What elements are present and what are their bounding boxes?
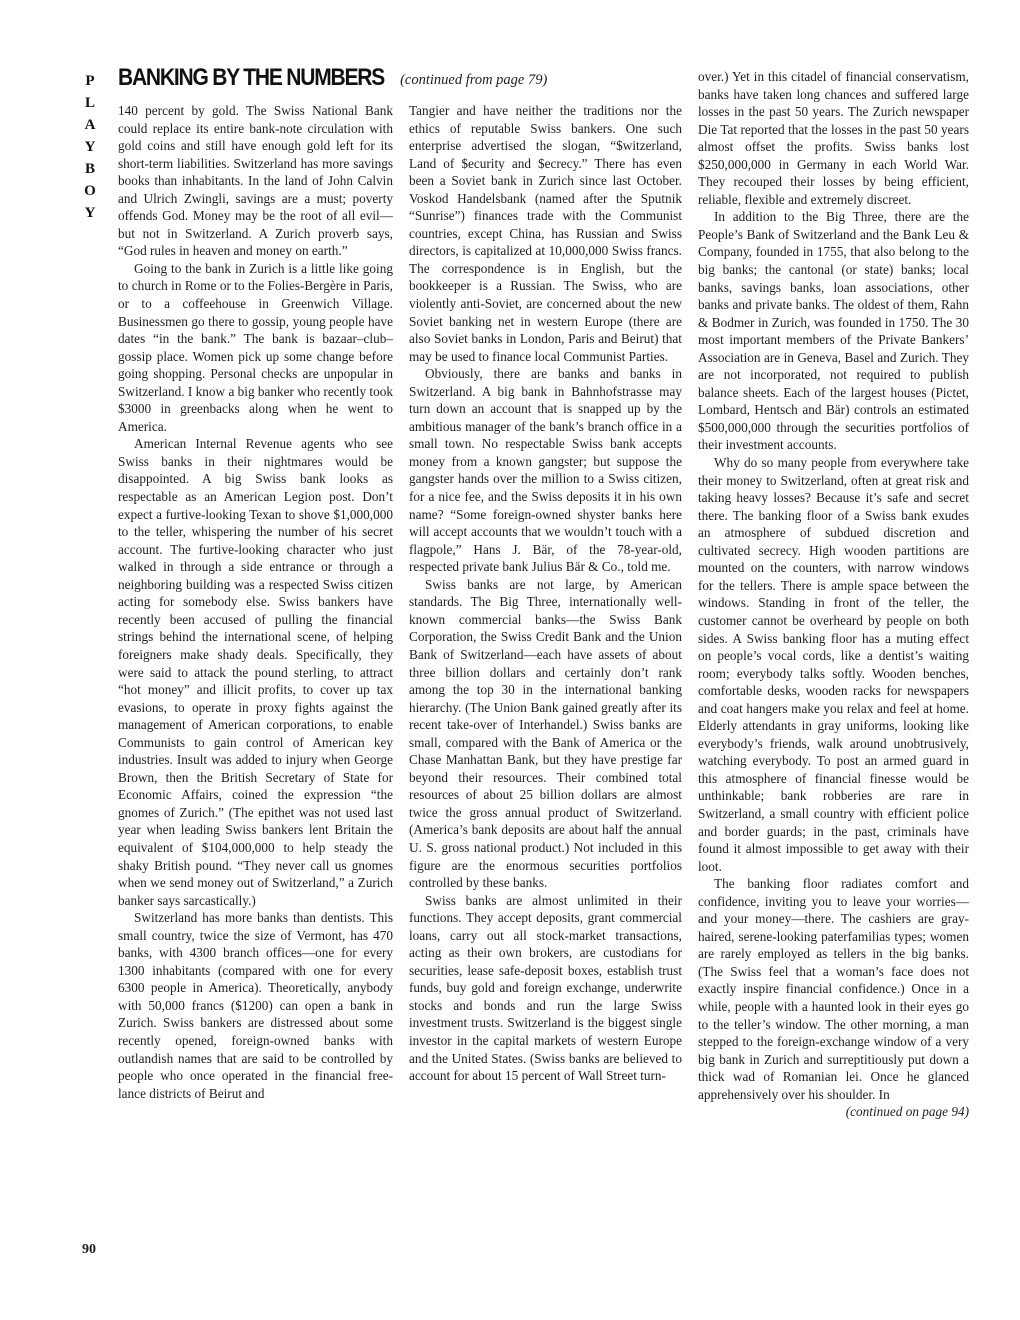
side-label-letter: P: [85, 73, 95, 89]
side-label-letter: B: [84, 161, 95, 177]
continued-from-note: (continued from page 79): [400, 72, 548, 88]
text-column-2: [409, 102, 682, 1085]
side-label-letter: Y: [84, 205, 96, 221]
paragraph: Switzerland has more banks than dentists. This small country, twice the size of Vermont, has 470 banks, with 4300 branch offices—one for every 1300 inhabitants (compared with one for every 6300 people in America). Theoretically, anybody with 50,000 francs ($1200) can open a bank in Zurich. Swiss bankers are distressed about some recently opened, foreign-owned banks with outlandish names that are said to be controlled by people who once operated in the financial free-lance districts of Beirut and: [118, 910, 393, 1101]
text-column-1: [118, 102, 393, 1102]
side-label-letter: L: [84, 95, 95, 111]
text-column-3: [698, 68, 969, 1121]
paragraph: over.) Yet in this citadel of financial conservatism, banks have taken long chances and suffered large losses in the past 50 years. The Zurich newspaper Die Tat reported that the losses in the past 50 years almost offset the profits. Swiss banks lost $250,000,000 in Germany in each World War. They recouped their losses by being efficient, reliable, flexible and extremely discreet.: [698, 69, 969, 207]
side-label-letter: O: [84, 183, 96, 199]
article-title: BANKING BY THE NUMBERS: [118, 64, 385, 91]
paragraph: Swiss banks are almost unlimited in their functions. They accept deposits, grant commercial loans, carry out all stock-market transactions, acting as their own brokers, are custodians for securities, lease safe-deposit boxes, establish trust funds, buy gold and foreign exchange, underwrite stocks and bonds and run the large Swiss investment trusts. Switzerland is the biggest single investor in the capital markets of western Europe and the United States. (Swiss banks are believed to account for about 15 percent of Wall Street turn-: [409, 892, 682, 1084]
paragraph: Going to the bank in Zurich is a little like going to church in Rome or to the Folies-Bergère in Paris, or to a coffeehouse in Greenwich Village. Businessmen go there to gossip, young people have dates “in the bank.” The bank is bazaar–club–gossip place. Women pick up some change before going shopping. Personal checks are unpopular in Switzerland. I know a big banker who recently took $3000 in greenbacks along when he went to America.: [118, 260, 393, 434]
paragraph: Tangier and have neither the traditions nor the ethics of reputable Swiss bankers. One such enterprise advertised the slogan, “$witzerland, Land of $ecurity and $ecrecy.” There has even been a Soviet bank in Zurich since last October. Voskod Handelsbank (named after the Sputnik “Sunrise”) finances trade with the Communist countries, except China, has Russian and Swiss directors, is capitalized at 10,000,000 Swiss francs. The correspondence is in English, but the bookkeeper is a Russian. The Swiss, who are violently anti-Soviet, are concerned about the new Soviet banking net in western Europe (there are also Soviet banks in London, Paris and Beirut) that may be used to finance local Communist Parties.: [409, 103, 682, 364]
continued-on-note: (continued on page 94): [845, 1104, 969, 1120]
paragraph: American Internal Revenue agents who see Swiss banks in their nightmares would be disappointed. A big Swiss bank looks as respectable as an American Legion post. Don’t expect a furtive-looking Texan to shove $1,000,000 to the teller, whispering the number of his secret account. The furtive-looking character who just walked in through a side entrance or through a neighboring building was a respected Swiss citizen acting for somebody else. Swiss bankers have recently been accused of pulling the financial strings behind the international scene, of helping foreigners make shady deals. Specifically, they were said to attack the pound sterling, to attract “hot money” and illicit profits, to cover up tax evasions, to operate in proxy fights against the management of American corporations, to enable Communists to gain control of American key industries. Insult was added to injury when George Brown, then the British Secretary of State for Economic Affairs, coined the expression “the gnomes of Zurich.” (The epithet was not used last year when leading Swiss bankers lent Britain the equivalent of $104,000,000 to help steady the shaky British pound. “They never call us gnomes when we send money out of Switzerland,” a Zurich banker says sarcastically.): [118, 436, 393, 908]
side-label-letter: Y: [84, 139, 96, 155]
paragraph: Why do so many people from everywhere take their money to Switzerland, often at great risk and taking heavy losses? Because it’s safe and secret there. The banking floor of a Swiss bank exudes an atmosphere of subdued discretion and cultivated secrecy. High wooden partitions are mounted on the counters, with narrow windows for the tellers. There is ample space between the windows. Standing in front of the teller, the customer cannot be overheard by people on both sides. A Swiss banking floor has a muting effect on people’s vocal cords, like a dentist’s waiting room; everybody talks softly. Wooden benches, comfortable desks, wooden racks for newspapers and coat hangers make you relax and feel at home. Elderly attendants in gray uniforms, looking like everybody’s friends, walk around unobtrusively, watching everybody. To post an armed guard in this atmosphere of financial finesse would be unthinkable; bank robberies are rare in Switzerland, a small country with efficient police and border guards; in the past, criminals have found it almost impossible to get away with their loot.: [698, 455, 969, 874]
paragraph: Swiss banks are not large, by American standards. The Big Three, internationally well-known commercial banks—the Swiss Bank Corporation, the Swiss Credit Bank and the Union Bank of Switzerland—each have assets of about three billion dollars and certainly don’t rank among the top 30 in the international banking hierarchy. (The Union Bank gained greatly after its recent take-over of Interhandel.) Swiss banks are small, compared with the Bank of America or the Chase Manhattan Bank, but they have prestige far beyond their resources. Their combined total resources of about 25 billion dollars are almost twice the gross annual product of Switzerland. (America’s bank deposits are about half the annual U. S. gross national product.) Not included in this figure are the enormous securities portfolios controlled by these banks.: [409, 576, 682, 891]
side-label-letter: A: [84, 117, 96, 133]
article-header: [118, 66, 547, 96]
paragraph: The banking floor radiates comfort and confidence, inviting you to leave your worries—and your money—there. The cashiers are gray-haired, serene-looking paterfamilias types; women are rarely employed as tellers in the big banks. (The Swiss feel that a woman’s face does not exactly inspire financial confidence.) Once in a while, people with a haunted look in their eyes go to the teller’s window. The other morning, a man stepped to the foreign-exchange window of a very big bank in Zurich and surreptitiously put down a thick wad of Romanian lei. Once he glanced apprehensively over his shoulder. In: [698, 876, 969, 1102]
paragraph: In addition to the Big Three, there are the People’s Bank of Switzerland and the Bank Leu & Company, founded in 1755, that also belong to the big banks; the cantonal (or state) banks; local banks, savings banks, loan associations, other banks and private banks. The oldest of them, Rahn & Bodmer in Zurich, was founded in 1750. The 30 most important members of the Private Bankers’ Association are in Geneva, Basel and Zurich. They are not incorporated, not required to publish balance sheets. Each of the largest houses (Pictet, Lombard, Hentsch and Bär) controls an estimated $500,000,000 through the securities portfolios of their investment accounts.: [698, 209, 969, 453]
paragraph: Obviously, there are banks and banks in Switzerland. A big bank in Bahnhofstrasse may turn down an account that is snapped up by the ambitious manager of the bank’s branch office in a small town. No respectable Swiss bank accepts money from a known gangster; but suppose the gangster hands over the million to a Swiss citizen, for a nice fee, and the Swiss deposits it in his own name? “Some foreign-owned shyster banks here will accept accounts that we wouldn’t touch with a flagpole,” Hans J. Bär, of the 78-year-old, respected private bank Julius Bär & Co., told me.: [409, 366, 682, 575]
magazine-side-label: [82, 70, 98, 224]
paragraph: 140 percent by gold. The Swiss National Bank could replace its entire bank-note circulation with gold coins and still have enough gold left for its short-term liabilities. Switzerland has more savings books than inhabitants. In the land of John Calvin and Ulrich Zwingli, savings are a must; poverty offends God. Money may be the root of all evil—but not in Switzerland. A Zurich proverb says, “God rules in heaven and money on earth.”: [118, 103, 393, 259]
page-number: 90: [82, 1242, 96, 1257]
